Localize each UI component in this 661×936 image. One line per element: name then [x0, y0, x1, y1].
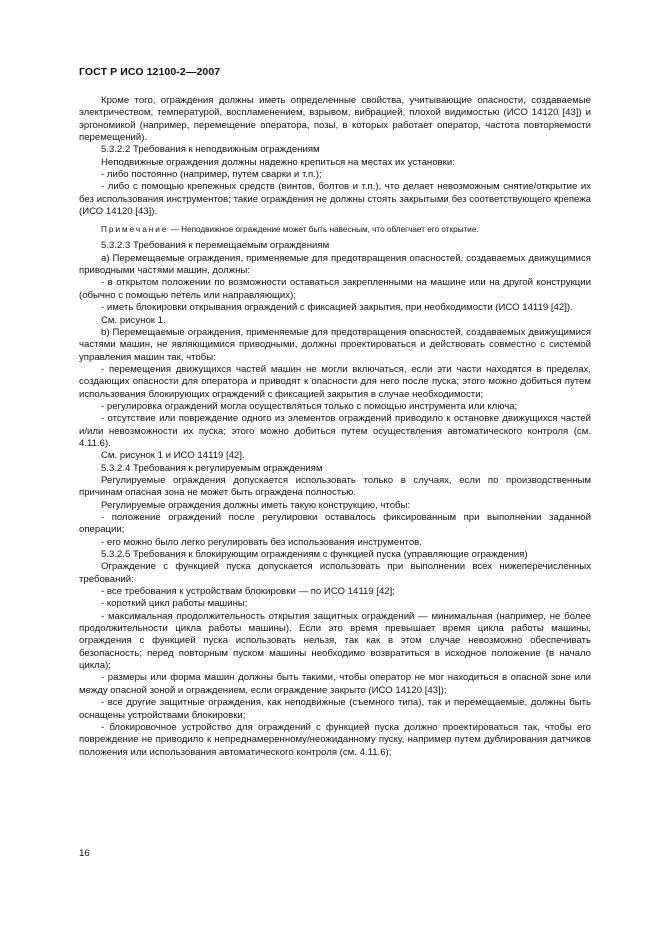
list-item: - блокировочное устройство для ограждений с функцией пуска должно проектироваться так, чтобы его повреждение не приводило к непреднамеренному/неожиданному пуску, например путем дублирования датчиков положения или использования автоматического контроля (см. 4.11.6);: [79, 721, 591, 758]
paragraph: Кроме того, ограждения должны иметь определенные свойства, учитывающие опасности, создаваемые электричеством, температурой, воспламенением, взрывом, вибрацией, плохой видимостью (ИСО 14120 [43]) и эргономикой (например, перемещение оператора, позы, в которых работает оператор, частота повторяемости перемещений).: [79, 95, 591, 144]
list-item: - все другие защитные ограждения, как неподвижные (съемного типа), так и перемещаемые, должны быть оснащены устройствами блокировки;: [79, 697, 591, 721]
list-item: - перемещения движущихся частей машин не могли включаться, если эти части находятся в пределах, создающих опасности для оператора и приводят к опасности для него после пуска; этого можно добиться путем использования блокирующих ограждений с фиксацией закрытия в случае необходимости;: [79, 363, 591, 400]
page-number: 16: [79, 848, 90, 859]
list-item: - максимальная продолжительность открытия защитных ограждений — минимальная (например, не более продолжительности цикла работы машины). Если это время превышает время цикла работы машины, ограждения с функцией пуска использовать нельзя, так как в этом случае невозможно обеспечивать безопасность; перед повторным пуском машины необходимо возвратиться в исходное положение (в начало цикла);: [79, 610, 591, 672]
list-item: - его можно было легко регулировать без использования инструментов.: [101, 536, 422, 548]
list-item: - иметь блокировки открывания ограждений с фиксацией закрытия, при необходимости (ИСО 14119 [42]).: [101, 302, 573, 314]
list-item: - либо постоянно (например, путем сварки и т.п.);: [101, 169, 322, 181]
note-text: — Неподвижное ограждение может быть навесным, что облегчает его открытие.: [168, 225, 479, 235]
list-item: - либо с помощью крепежных средств (винтов, болтов и т.п.), что делает невозможным снятие/открытие их без использования инструментов; такие ограждения не должны стоять закрытыми без соответствующего крепежа (ИСО 14120 [43]).: [79, 181, 591, 218]
section-heading: 5.3.2.5 Требования к блокирующим ограждениям с функцией пуска (управляющие ограждения): [101, 549, 528, 561]
paragraph: b) Перемещаемые ограждения, применяемые для предотвращения опасностей, создаваемых движущимися частями машин, не являющимися приводными, должны проектироваться и действовать совместно с системой управления машин так, чтобы:: [79, 326, 591, 363]
paragraph: Ограждение с функцией пуска допускается использовать при выполнении всех нижеперечисленных требований:: [79, 561, 591, 585]
section-heading: 5.3.2.2 Требования к неподвижным ограждениям: [101, 144, 320, 156]
list-item: - в открытом положении по возможности оставаться закрепленными на машине или на другой конструкции (обычно с помощью петель или направляющих);: [79, 277, 591, 301]
paragraph: Регулируемые ограждения должны иметь такую конструкцию, чтобы:: [101, 499, 411, 511]
list-item: - размеры или форма машин должны быть такими, чтобы оператор не мог находиться в опасной зоне или между опасной зоной и ограждением, если ограждение закрыто (ИСО 14120 [43]);: [79, 672, 591, 696]
section-heading: 5.3.2.3 Требования к перемещаемым ограждениям: [101, 240, 330, 252]
paragraph: Регулируемые ограждения допускается использовать только в случаях, если по производственным причинам опасная зона не может быть ограждена полностью.: [79, 474, 591, 499]
paragraph: а) Перемещаемые ограждения, применяемые для предотвращения опасностей, создаваемых движущимися приводными частями машин, должны:: [79, 252, 591, 277]
note: [79, 224, 591, 235]
document-body: [79, 95, 591, 759]
section-heading: 5.3.2.4 Требования к регулируемым ограждениям: [101, 462, 323, 474]
list-item: - регулировка ограждений могла осуществляться только с помощью инструмента или ключа;: [101, 400, 518, 412]
list-item: - отсутствие или повреждение одного из элементов ограждений приводило к остановке движущихся частей и/или невозможности их пуска; этого можно добиться путем осуществления автоматического контроля (см. 4.11.6).: [79, 413, 591, 449]
figure-reference: См. рисунок 1.: [101, 314, 166, 326]
list-item: - короткий цикл работы машины;: [101, 598, 248, 610]
paragraph: Неподвижные ограждения должны надежно крепиться на местах их установки:: [101, 156, 455, 168]
note-label: Примечание: [101, 225, 169, 235]
list-item: - положение ограждений после регулировки оставалось фиксированным при выполнении заданной операции;: [79, 512, 591, 536]
list-item: - все требования к устройствам блокировки — по ИСО 14119 [42];: [101, 586, 395, 598]
figure-reference: См. рисунок 1 и ИСО 14119 [42].: [101, 450, 245, 462]
document-header: ГОСТ Р ИСО 12100-2—2007: [79, 66, 221, 78]
